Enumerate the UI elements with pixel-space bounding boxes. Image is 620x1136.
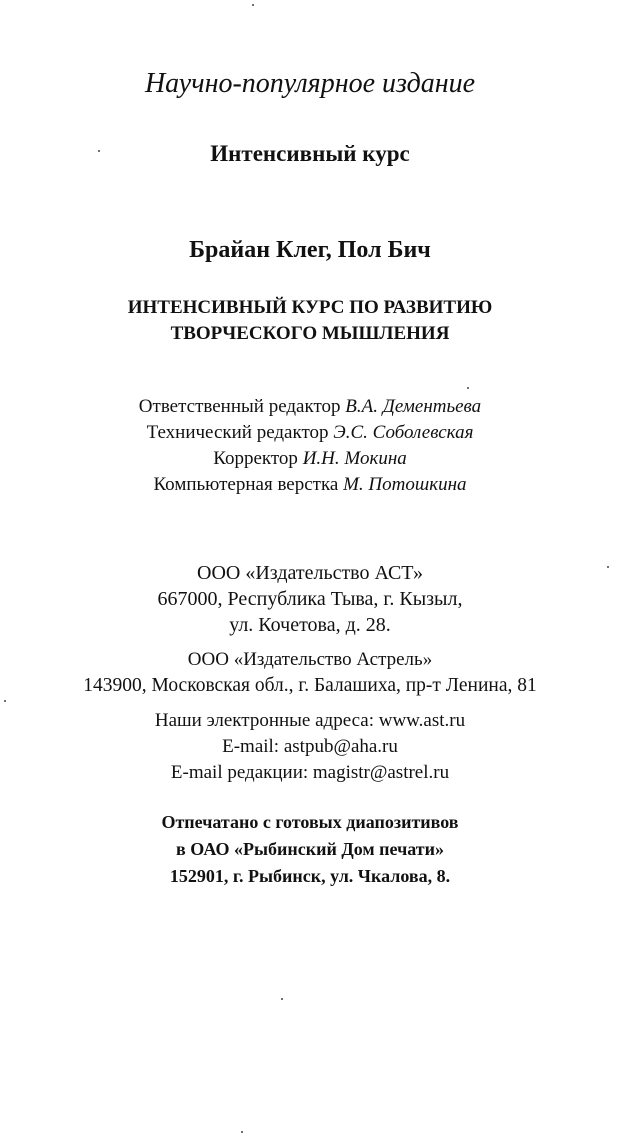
scan-speck <box>252 4 254 6</box>
publisher-astrel-address: 143900, Московская обл., г. Балашиха, пр-т Ленина, 81 <box>83 675 537 696</box>
series-label: Интенсивный курс <box>210 141 410 166</box>
credit-role: Ответственный редактор <box>138 396 341 417</box>
credit-role: Технический редактор <box>146 422 329 443</box>
credit-line <box>0 475 620 494</box>
credit-line <box>0 397 620 416</box>
scan-speck <box>4 700 6 702</box>
credit-person: В.А. Дементьева <box>345 396 482 417</box>
scan-speck <box>467 387 469 389</box>
scan-speck <box>241 1131 243 1133</box>
book-title-line-1: ИНТЕНСИВНЫЙ КУРС ПО РАЗВИТИЮ <box>127 297 493 318</box>
printing-line-1: Отпечатано с готовых диапозитивов <box>161 812 459 832</box>
publisher-astrel-name: ООО «Издательство Астрель» <box>187 649 433 670</box>
book-title-line-2: ТВОРЧЕСКОГО МЫШЛЕНИЯ <box>170 323 450 344</box>
credit-role: Корректор <box>213 448 298 469</box>
authors: Брайан Клег, Пол Бич <box>189 237 431 263</box>
scan-speck <box>607 566 609 568</box>
printing-line-3: 152901, г. Рыбинск, ул. Чкалова, 8. <box>169 866 451 886</box>
email-address: E-mail: astpub@aha.ru <box>222 736 398 757</box>
credit-person: И.Н. Мокина <box>302 448 407 469</box>
publisher-ast-name: ООО «Издательство АСТ» <box>197 562 423 584</box>
credit-role: Компьютерная верстка <box>153 474 339 495</box>
editorial-email: E-mail редакции: magistr@astrel.ru <box>170 762 450 783</box>
credit-line <box>0 449 620 468</box>
printing-line-2: в ОАО «Рыбинский Дом печати» <box>176 839 444 859</box>
credit-person: Э.С. Соболевская <box>333 422 474 443</box>
scan-speck <box>98 150 100 152</box>
publisher-ast-address-2: ул. Кочетова, д. 28. <box>229 614 391 636</box>
publisher-ast-address-1: 667000, Республика Тыва, г. Кызыл, <box>157 588 463 610</box>
web-address: Наши электронные адреса: www.ast.ru <box>154 710 466 731</box>
credit-person: М. Потошкина <box>343 474 467 495</box>
genre-label: Научно-популярное издание <box>144 68 476 99</box>
scan-speck <box>281 998 283 1000</box>
credit-line <box>0 423 620 442</box>
